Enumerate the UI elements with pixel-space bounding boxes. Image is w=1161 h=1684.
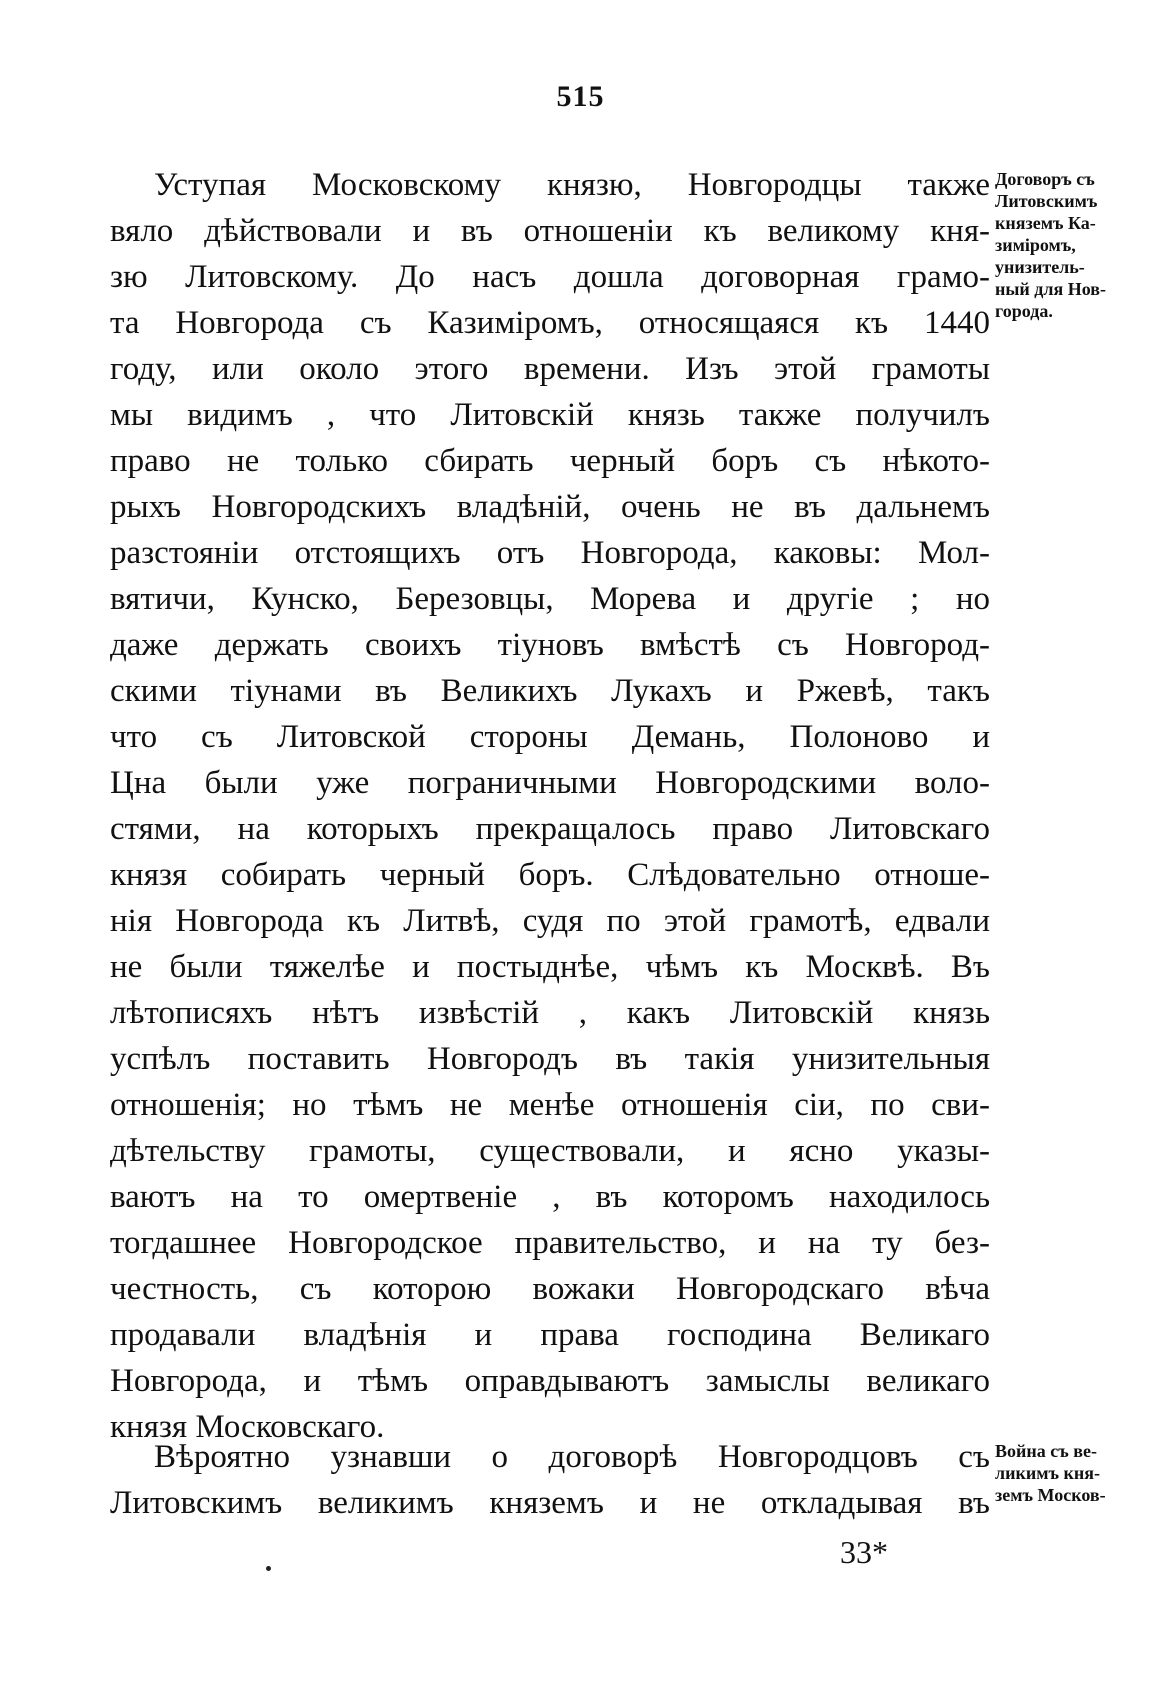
text-line: честность, съ которою вожаки Новгородскаго вѣча (110, 1271, 990, 1307)
margin-note-line: ный для Нов- (995, 279, 1107, 299)
text-line: князя собирать черный боръ. Слѣдовательно отноше- (110, 857, 990, 893)
margin-note-line: Война съ ве- (995, 1441, 1097, 1461)
text-line: ваютъ на то омертвеніе , въ которомъ находилось (110, 1179, 990, 1215)
text-line: мы видимъ , что Литовскій князь также получилъ (110, 397, 990, 433)
text-line: та Новгорода съ Казиміромъ, относящаяся къ 1440 (110, 305, 990, 341)
text-line: что съ Литовской стороны Демань, Полоново и (110, 719, 990, 755)
print-speck (266, 1566, 271, 1571)
text-line: разстояніи отстоящихъ отъ Новгорода, каковы: Мол- (110, 535, 990, 571)
margin-note-treaty (995, 168, 1145, 322)
text-line: тогдашнее Новгородское правительство, и на ту без- (110, 1225, 990, 1261)
text-line: скими тіунами въ Великихъ Лукахъ и Ржевѣ, такъ (110, 673, 990, 709)
text-line: Уступая Московскому князю, Новгородцы также (154, 167, 990, 203)
text-line: Литовскимъ великимъ княземъ и не откладывая въ (110, 1485, 990, 1521)
text-line: не были тяжелѣе и постыднѣе, чѣмъ къ Москвѣ. Въ (110, 949, 990, 985)
text-line: зю Литовскому. До насъ дошла договорная грамо- (110, 259, 990, 295)
paragraph-2 (110, 1434, 990, 1526)
page-number: 515 (556, 80, 605, 113)
paragraph-1 (110, 162, 990, 1450)
text-line: Цна были уже пограничными Новгородскими воло- (110, 765, 990, 801)
text-line: дѣтельству грамоты, существовали, и ясно указы- (110, 1133, 990, 1169)
text-line: отношенія; но тѣмъ не менѣе отношенія сіи, по сви- (110, 1087, 990, 1123)
text-line: лѣтописяхъ нѣтъ извѣстій , какъ Литовскій князь (110, 995, 990, 1031)
signature-mark: 33* (840, 1534, 888, 1570)
margin-note-line: Договоръ съ (995, 169, 1095, 189)
text-line: стями, на которыхъ прекращалось право Литовскаго (110, 811, 990, 847)
margin-note-line: города. (995, 301, 1053, 321)
text-line: вятичи, Кунско, Березовцы, Морева и другіе ; но (110, 581, 990, 617)
margin-note-line: княземъ Ка- (995, 213, 1096, 233)
margin-note-line: земъ Москов- (995, 1485, 1106, 1505)
text-line: нія Новгорода къ Литвѣ, судя по этой грамотѣ, едвали (110, 903, 990, 939)
margin-note-line: ликимъ кня- (995, 1463, 1100, 1483)
text-line: Новгорода, и тѣмъ оправдываютъ замыслы великаго (110, 1363, 990, 1399)
margin-note-line: зиміромъ, (995, 235, 1076, 255)
margin-note-line: унизитель- (995, 257, 1085, 277)
text-line: даже держать своихъ тіуновъ вмѣстѣ съ Новгород- (110, 627, 990, 663)
text-line: продавали владѣнія и права господина Великаго (110, 1317, 990, 1353)
margin-note-line: Литовскимъ (995, 191, 1098, 211)
text-line: князя Московскаго. (110, 1409, 385, 1445)
text-line: рыхъ Новгородскихъ владѣній, очень не въ дальнемъ (110, 489, 990, 525)
text-line: успѣлъ поставить Новгородъ въ такія унизительныя (110, 1041, 990, 1077)
text-line: году, или около этого времени. Изъ этой грамоты (110, 351, 990, 387)
text-line: вяло дѣйствовали и въ отношеніи къ великому кня- (110, 213, 990, 249)
text-line: Вѣроятно узнавши о договорѣ Новгородцовъ съ (154, 1439, 990, 1475)
margin-note-war (995, 1440, 1145, 1506)
text-line: право не только сбирать черный боръ съ нѣкото- (110, 443, 990, 479)
